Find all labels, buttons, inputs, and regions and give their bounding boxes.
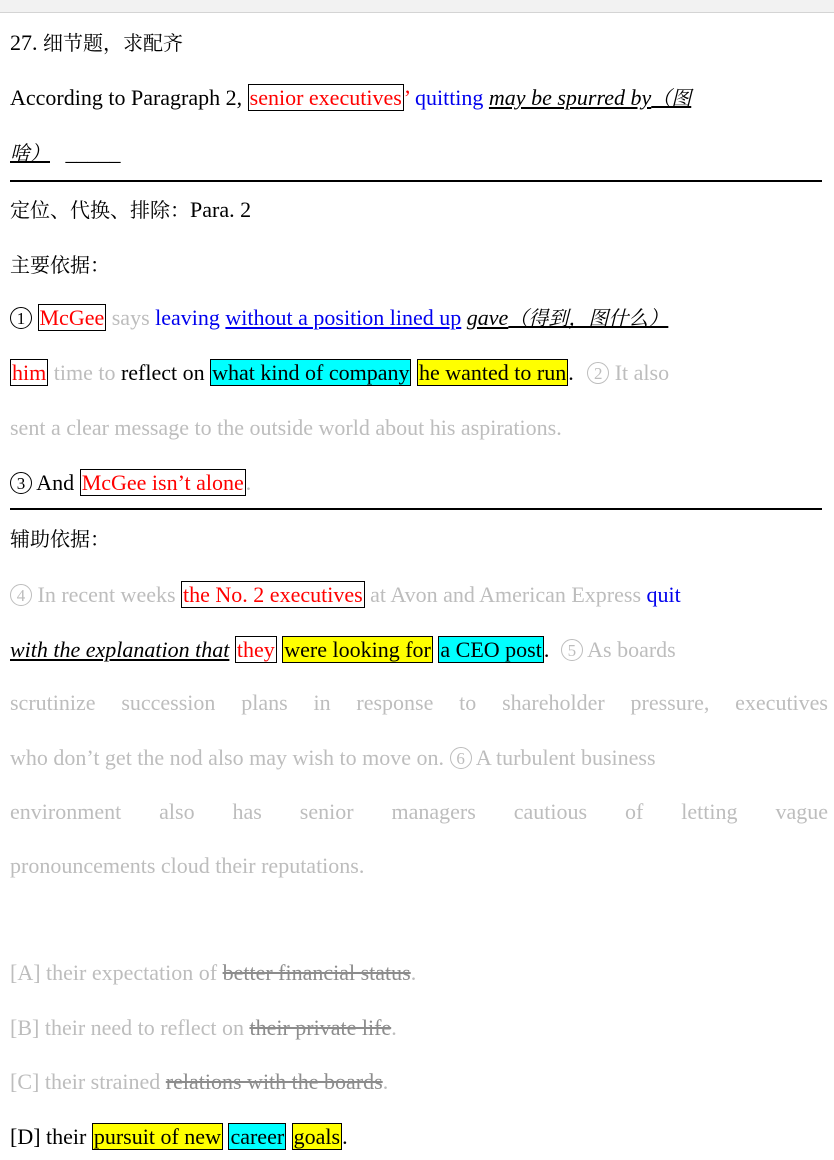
question-number: 27. bbox=[10, 30, 38, 55]
avon-amex-text: at Avon and American Express bbox=[364, 582, 647, 607]
quit-text: quit bbox=[646, 582, 681, 607]
aux-text-line4b: A turbulent business bbox=[471, 745, 656, 770]
it-also-text: It also bbox=[609, 360, 670, 385]
highlight-what-kind: what kind of company bbox=[212, 360, 410, 385]
highlight-career: career bbox=[230, 1124, 285, 1149]
option-d bbox=[10, 1122, 828, 1152]
stem-action: quitting bbox=[414, 85, 484, 110]
main-evidence-line1 bbox=[10, 303, 828, 333]
option-b-struck: their private life bbox=[249, 1015, 392, 1040]
period: . bbox=[382, 1069, 389, 1094]
main-evidence-line2 bbox=[10, 358, 828, 388]
aux-evidence-line5 bbox=[10, 797, 828, 827]
aux-basis-label bbox=[10, 524, 828, 554]
stem-note-start: （图 bbox=[651, 86, 692, 110]
main-basis-label bbox=[10, 250, 828, 280]
question-type: 细节题，求配齐 bbox=[43, 31, 183, 55]
and-text: And bbox=[32, 470, 80, 495]
mcgee-not-alone: McGee isn’t alone bbox=[81, 470, 244, 495]
locate-label: 定位、代换、排除： bbox=[10, 198, 190, 222]
explanation-text: with the explanation that bbox=[10, 637, 230, 662]
aux-text-line6: pronouncements cloud their reputations. bbox=[10, 853, 365, 878]
sentence-number-5: 5 bbox=[561, 639, 583, 661]
no2-executives: the No. 2 executives bbox=[183, 582, 363, 607]
highlight-goals: goals bbox=[293, 1124, 341, 1149]
main-evidence-line3 bbox=[10, 413, 828, 443]
aux-evidence-line4 bbox=[10, 743, 828, 773]
option-b bbox=[10, 1013, 828, 1043]
question-header bbox=[10, 28, 828, 58]
locate-ref: Para. 2 bbox=[190, 197, 252, 222]
main-evidence-line4 bbox=[10, 468, 828, 498]
time-to-text: time to bbox=[48, 360, 121, 385]
sentence-number-4: 4 bbox=[10, 584, 32, 606]
option-d-label: [D] their bbox=[10, 1124, 92, 1149]
reflect-on-text: reflect on bbox=[120, 360, 211, 385]
period: . bbox=[543, 637, 550, 662]
period: . bbox=[410, 960, 417, 985]
option-b-label: [B] their need to reflect on bbox=[10, 1015, 250, 1040]
aux-text-line5: environment also has senior managers cautious of letting vague bbox=[10, 799, 828, 824]
they-text: they bbox=[236, 637, 275, 662]
sentence-number-3: 3 bbox=[10, 472, 32, 494]
main-label: 主要依据： bbox=[10, 253, 110, 277]
subject-mcgee: McGee bbox=[39, 305, 105, 330]
period: . bbox=[391, 1015, 397, 1040]
highlight-pursuit: pursuit of new bbox=[93, 1124, 221, 1149]
stem-subject: senior executives bbox=[249, 85, 402, 110]
period: . bbox=[342, 1124, 348, 1149]
sentence-number-2: 2 bbox=[587, 362, 609, 384]
stem-note-end: 啥） bbox=[10, 141, 50, 165]
option-a bbox=[10, 958, 828, 988]
recent-weeks-text: In recent weeks bbox=[32, 582, 182, 607]
sentence-2-text: sent a clear message to the outside world about his aspirations. bbox=[10, 415, 562, 440]
question-stem-line1 bbox=[10, 83, 828, 113]
aux-text-line4a: who don’t get the nod also may wish to move on. bbox=[10, 745, 450, 770]
aux-evidence-line2 bbox=[10, 635, 828, 665]
sentence-number-1: 1 bbox=[10, 307, 32, 329]
option-a-struck: better financial status bbox=[222, 960, 411, 985]
aux-evidence-line3 bbox=[10, 688, 828, 718]
question-stem-line2 bbox=[10, 138, 828, 168]
option-c bbox=[10, 1067, 828, 1097]
aux-text-line3: scrutinize succession plans in response to shareholder pressure, executives bbox=[10, 690, 828, 715]
highlight-looking-for: were looking for bbox=[284, 637, 431, 662]
gave-note: （得到，图什么） bbox=[508, 306, 669, 330]
says-text: says bbox=[106, 305, 156, 330]
stem-text: According to Paragraph 2, bbox=[10, 85, 248, 110]
highlight-ceo-post: a CEO post bbox=[440, 637, 542, 662]
sentence-number-6: 6 bbox=[450, 747, 472, 769]
without-position-text: without a position lined up bbox=[225, 305, 462, 330]
stem-key-phrase: may be spurred by bbox=[488, 85, 652, 110]
top-toolbar-strip bbox=[0, 0, 834, 13]
highlight-he-wanted: he wanted to run bbox=[418, 360, 567, 385]
object-him: him bbox=[12, 360, 47, 385]
period: . bbox=[568, 360, 574, 385]
divider bbox=[10, 508, 822, 510]
aux-label: 辅助依据： bbox=[10, 527, 110, 551]
answer-blank: _____ bbox=[65, 140, 121, 165]
as-boards-text: As boards bbox=[582, 637, 676, 662]
option-c-label: [C] their strained bbox=[10, 1069, 166, 1094]
option-c-struck: relations with the boards bbox=[165, 1069, 383, 1094]
gave-text: gave bbox=[466, 305, 509, 330]
aux-evidence-line6 bbox=[10, 851, 828, 881]
leaving-text: leaving bbox=[155, 305, 220, 330]
aux-evidence-line1 bbox=[10, 580, 828, 610]
locate-line bbox=[10, 195, 828, 225]
period: . bbox=[245, 470, 252, 495]
divider bbox=[10, 180, 822, 182]
stem-apostrophe: ’ bbox=[403, 85, 415, 110]
option-a-label: [A] their expectation of bbox=[10, 960, 223, 985]
